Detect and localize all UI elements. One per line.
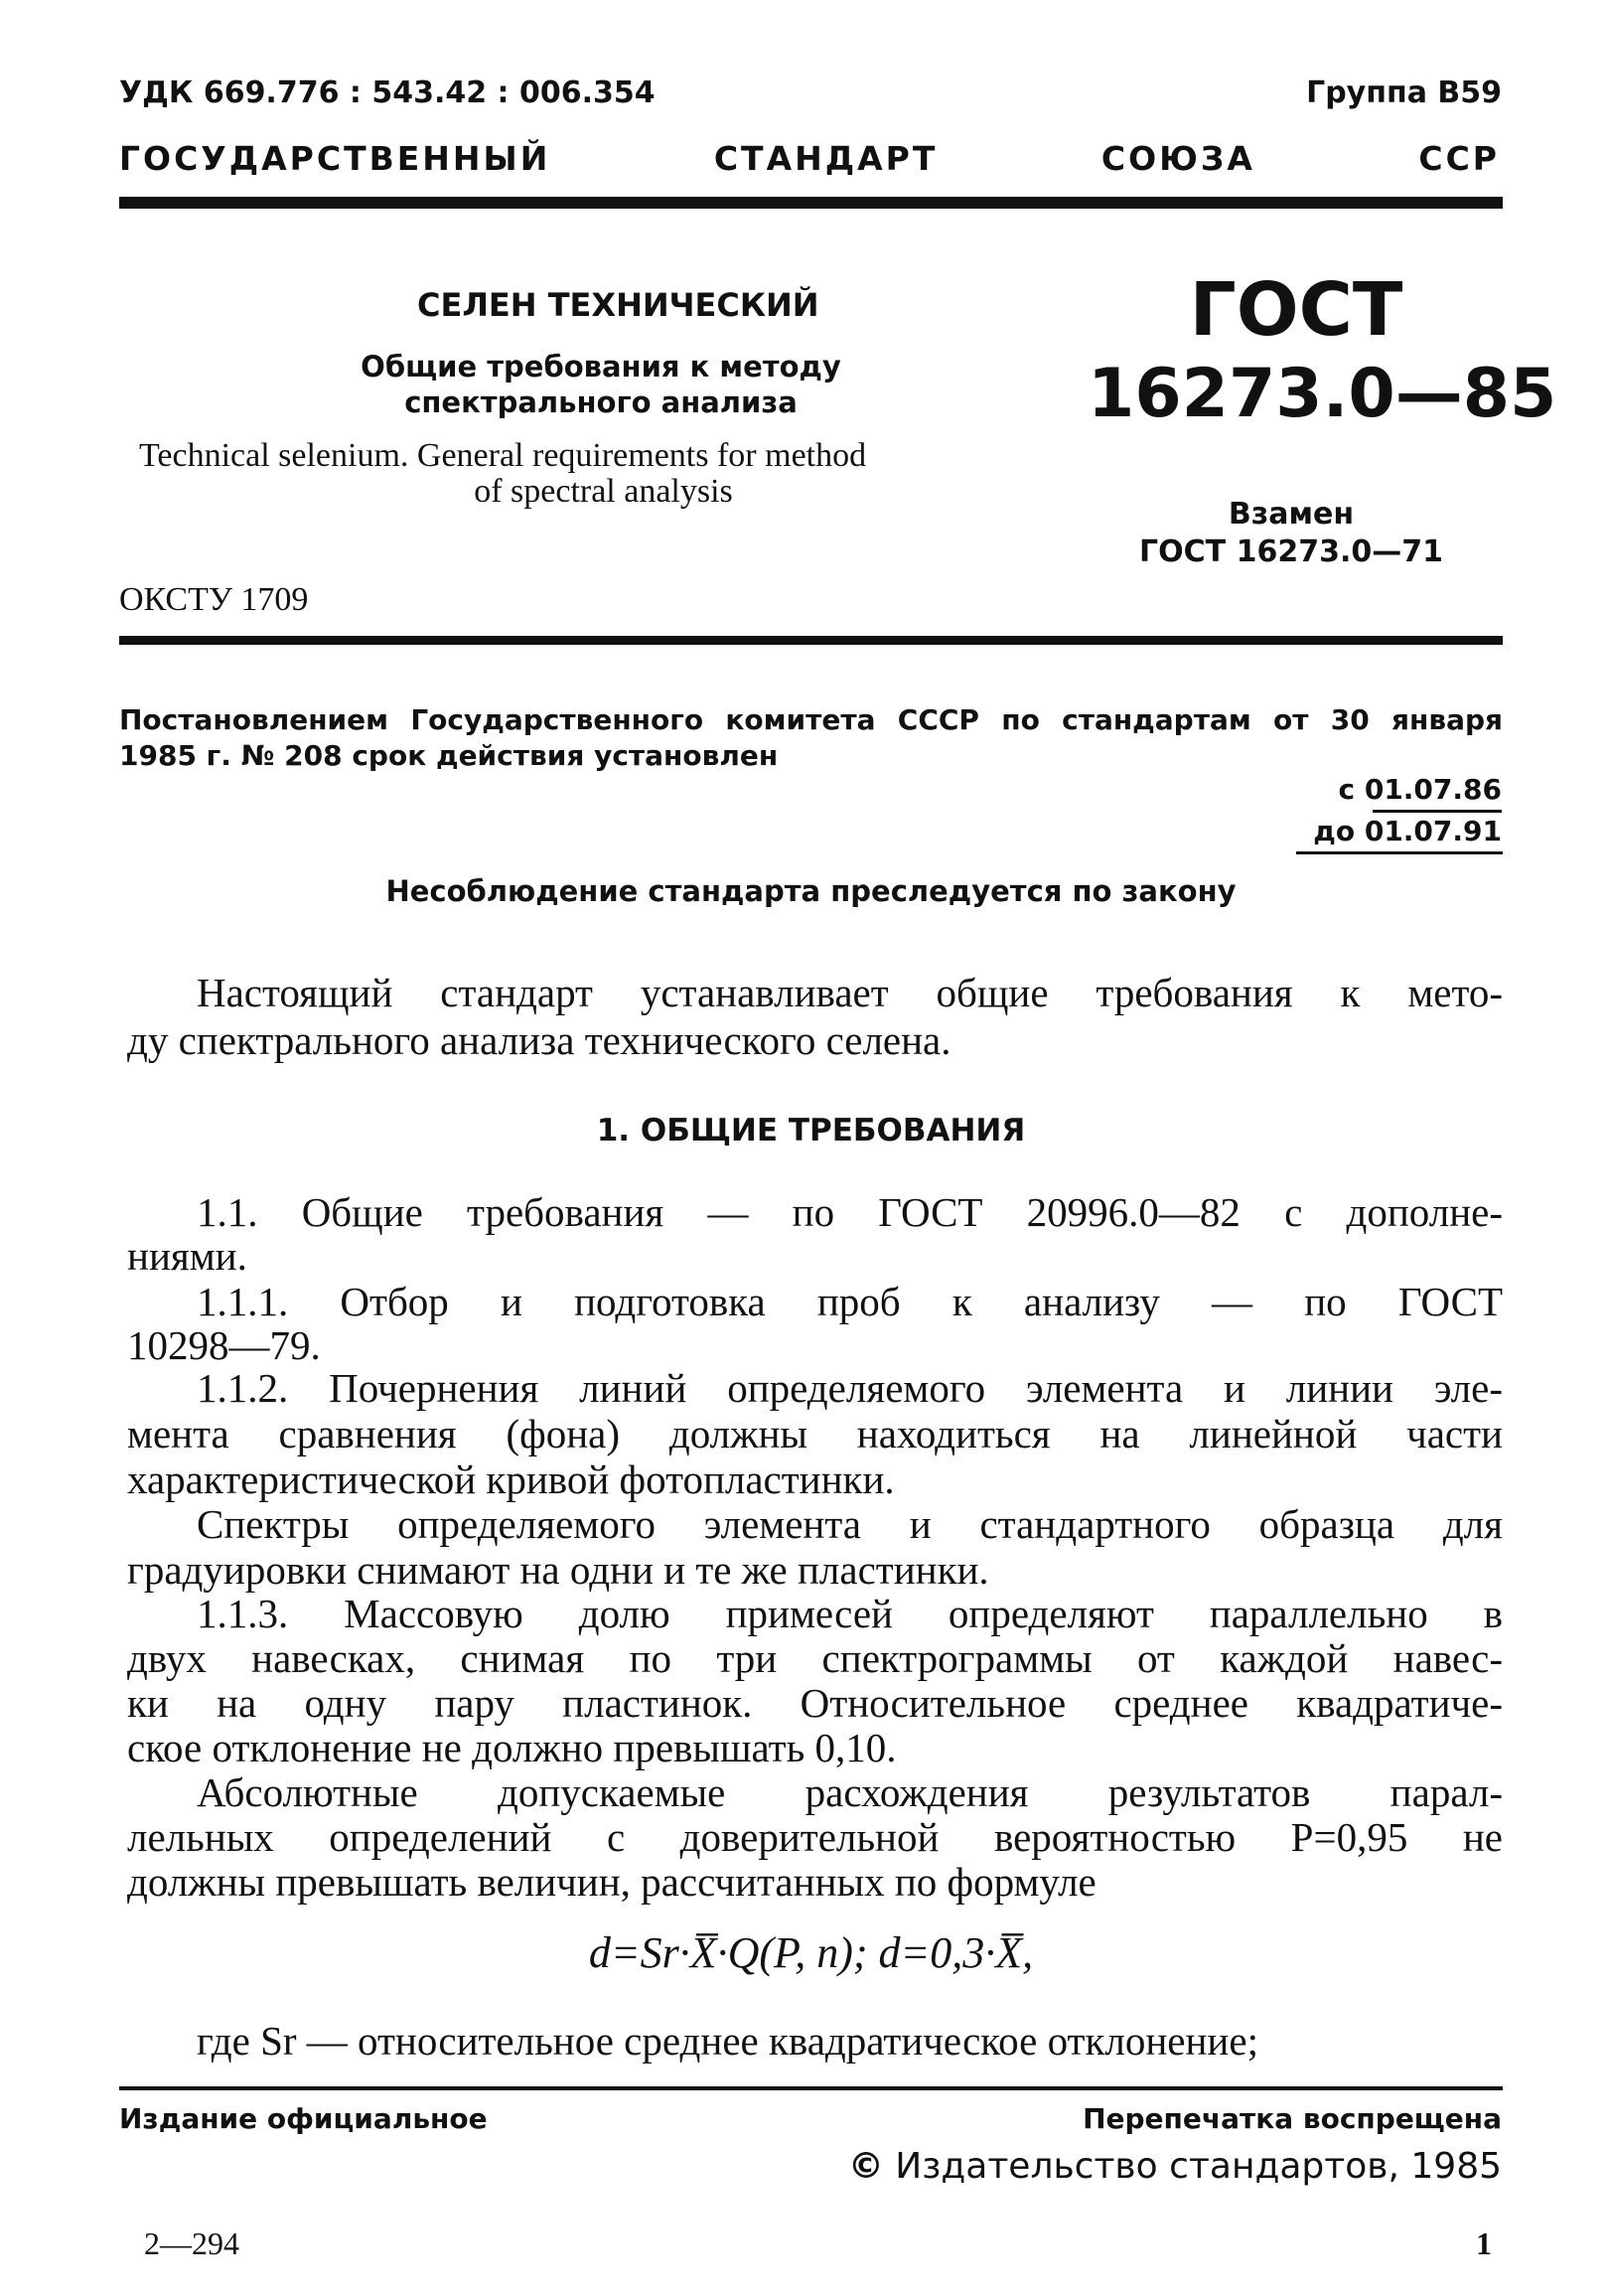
text-line: ки на одну пару пластинок. Относительное среднее квадратиче- <box>127 1680 1503 1726</box>
state-standard-heading: ГОСУДАРСТВЕННЫЙ СТАНДАРТ СОЮЗА ССР <box>119 139 1500 178</box>
text-line: 1.1.2. Почернения линий определяемого элемента и линии эле- <box>197 1365 1503 1411</box>
text-line: Абсолютные допускаемые расхождения результатов парал- <box>197 1769 1503 1815</box>
text-line: двух навесках, снимая по три спектрограммы от каждой навес- <box>127 1635 1503 1681</box>
text-line: ниями. <box>127 1233 247 1279</box>
where-line: где Sr — относительное среднее квадратическое отклонение; <box>197 2018 1258 2064</box>
text-line: мента сравнения (фона) должны находиться на линейной части <box>127 1411 1503 1456</box>
print-code: 2—294 <box>144 2225 239 2261</box>
document-subtitle-line1: Общие требования к методу <box>361 350 841 383</box>
text-line: лельных определений с доверительной вероятностью P=0,95 не <box>127 1814 1503 1860</box>
validity-to-underline <box>1296 851 1503 854</box>
group-code: Группа B59 <box>1306 76 1502 110</box>
decree-line1: Постановлением Государственного комитета СССР по стандартам от 30 января <box>119 703 1503 736</box>
document-subtitle-line2: спектрального анализа <box>404 385 798 419</box>
formula: d=Sr·X̅·Q(P, n); d=0,3·X̅, <box>588 1928 1034 1977</box>
validity-to: до 01.07.91 <box>1313 815 1502 847</box>
text-line: 10298—79. <box>127 1322 321 1368</box>
text-line: характеристической кривой фотопластинки. <box>127 1456 895 1502</box>
reprint-prohibited: Перепечатка воспрещена <box>1083 2102 1502 2135</box>
publisher: Издательство стандартов, 1985 <box>895 2146 1502 2187</box>
english-title-line1: Technical selenium. General requirements for method <box>139 437 867 474</box>
validity-from-underline <box>1373 810 1502 813</box>
text-line: ду спектрального анализа технического селена. <box>127 1017 951 1063</box>
text-line: Настоящий стандарт устанавливает общие требования к мето- <box>197 970 1503 1015</box>
section-title: 1. ОБЩИЕ ТРЕБОВАНИЯ <box>596 1113 1026 1148</box>
text-line: Спектры определяемого элемента и стандартного образца для <box>197 1501 1503 1547</box>
official-edition: Издание официальное <box>119 2102 488 2135</box>
text-line: 1.1.1. Отбор и подготовка проб к анализу — по ГОСТ <box>197 1279 1503 1324</box>
text-line: ское отклонение не должно превышать 0,10. <box>127 1725 897 1770</box>
gost-label: ГОСТ <box>1189 267 1403 353</box>
replaces-label: Взамен <box>1228 497 1355 532</box>
copyright-line <box>848 2146 1502 2187</box>
decree-line2: 1985 г. № 208 срок действия установлен <box>119 739 779 772</box>
page-number: 1 <box>1476 2225 1492 2261</box>
title-block-rule <box>119 636 1503 645</box>
english-title-line2: of spectral analysis <box>474 473 733 510</box>
copyright-icon: © <box>847 2146 884 2187</box>
text-line: 1.1. Общие требования — по ГОСТ 20996.0—82 с дополне- <box>197 1189 1503 1235</box>
text-line: должны превышать величин, рассчитанных по формуле <box>127 1859 1097 1905</box>
legal-notice: Несоблюдение стандарта преследуется по закону <box>385 874 1237 908</box>
text-line: градуировки снимают на одни и те же пластинки. <box>127 1547 989 1593</box>
replaces-standard: ГОСТ 16273.0—71 <box>1139 535 1443 569</box>
validity-from: с 01.07.86 <box>1338 773 1502 806</box>
text-line: 1.1.3. Массовую долю примесей определяют параллельно в <box>197 1591 1503 1636</box>
gost-number: 16273.0—85 <box>1088 355 1557 433</box>
okstu-code: ОКСТУ 1709 <box>119 581 309 618</box>
footer-rule <box>119 2086 1503 2090</box>
document-title: СЕЛЕН ТЕХНИЧЕСКИЙ <box>417 286 819 324</box>
udk-code: УДК 669.776 : 543.42 : 006.354 <box>119 76 656 110</box>
header-rule <box>119 197 1503 209</box>
